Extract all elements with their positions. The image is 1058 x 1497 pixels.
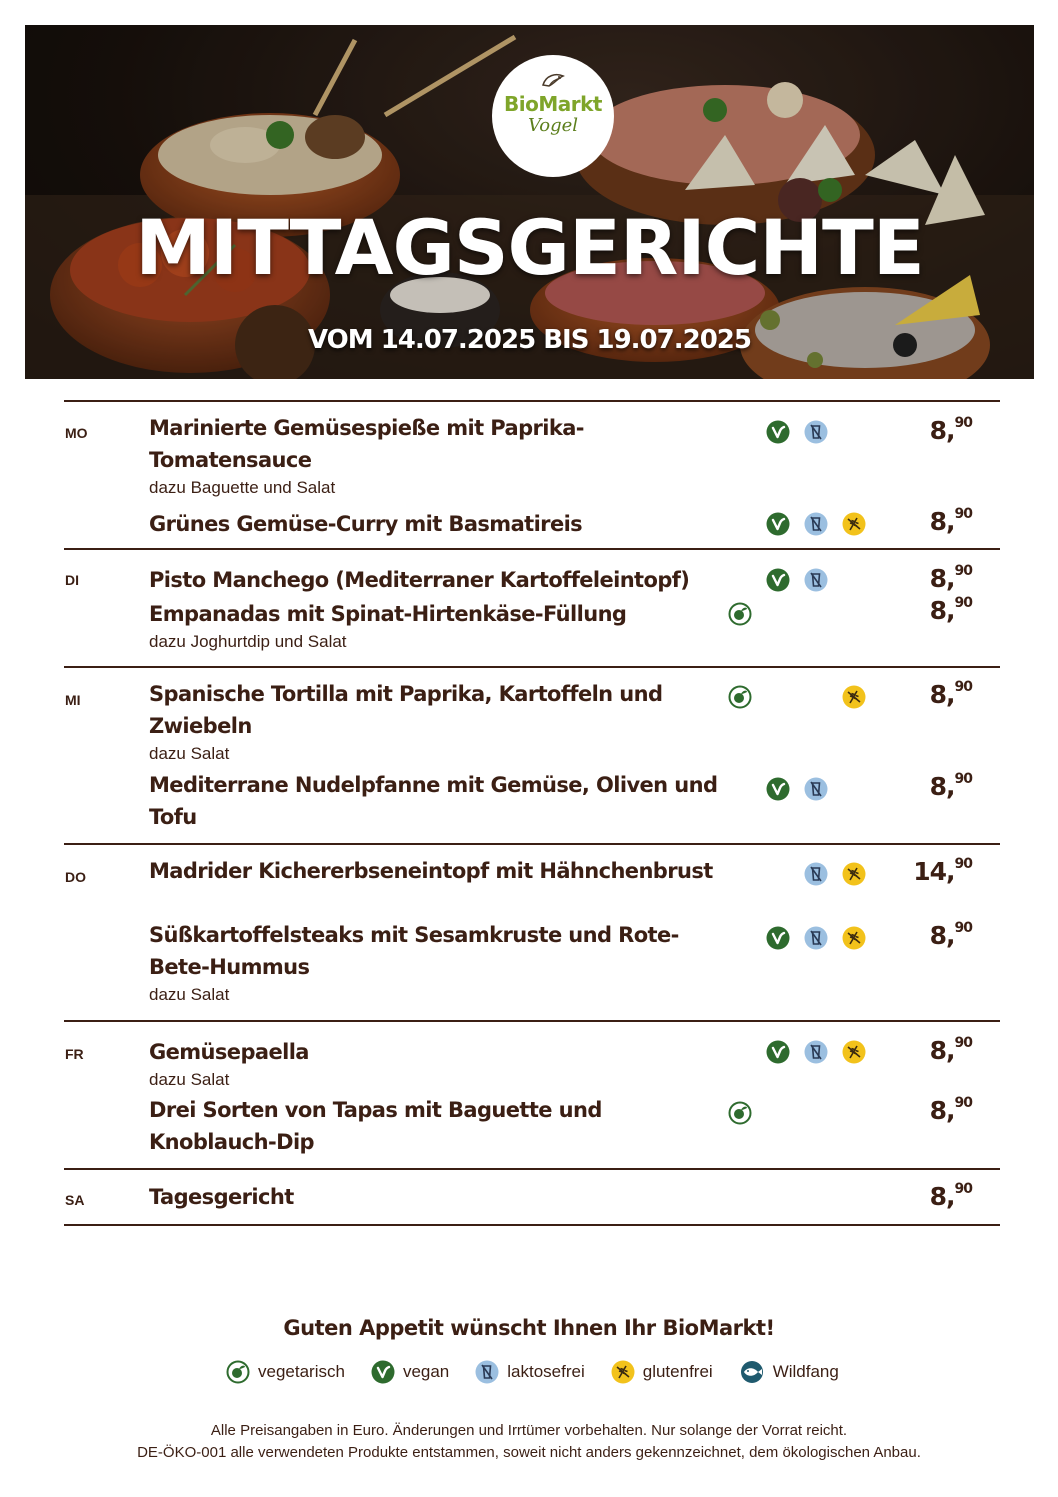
leaf-bird-icon xyxy=(540,71,566,91)
glutenfrei-icon xyxy=(842,512,866,536)
legend-item xyxy=(739,1360,839,1384)
day-row-mo xyxy=(64,400,1000,548)
dish-name: Empanadas mit Spinat-Hirtenkäse-Füllung xyxy=(149,602,627,626)
vegan-icon xyxy=(766,777,790,801)
dish-item xyxy=(64,769,1058,833)
dish-item xyxy=(64,678,1058,766)
dish-item xyxy=(64,1181,1058,1213)
day-row-do xyxy=(64,843,1000,1020)
price: 8,90 xyxy=(929,1094,972,1125)
price: 8,90 xyxy=(929,414,972,445)
laktosefrei-icon xyxy=(804,1040,828,1064)
vegetarisch-icon xyxy=(728,685,752,709)
legend-item xyxy=(475,1360,584,1384)
dish-name: Pisto Manchego (Mediterraner Kartoffeleintopf) xyxy=(149,568,690,592)
legend-label: glutenfrei xyxy=(642,1362,713,1381)
vegan-icon xyxy=(766,512,790,536)
price: 14,90 xyxy=(913,855,972,886)
day-label: MI xyxy=(65,692,81,708)
logo-sub: Vogel xyxy=(527,115,579,136)
legend-item xyxy=(611,1360,713,1384)
price: 8,90 xyxy=(929,1034,972,1065)
day-label: DO xyxy=(65,869,86,885)
wildfang-icon xyxy=(739,1360,769,1384)
vegan-icon xyxy=(766,1040,790,1064)
legend-label: Wildfang xyxy=(772,1362,839,1381)
dish-name: Tagesgericht xyxy=(149,1185,294,1209)
price: 8,90 xyxy=(929,919,972,950)
glutenfrei-icon xyxy=(842,1040,866,1064)
vegetarisch-icon xyxy=(728,602,752,626)
dish-item xyxy=(64,855,1058,887)
dish-name: Grünes Gemüse-Curry mit Basmatireis xyxy=(149,512,583,536)
dish-name: Süßkartoffelsteaks mit Sesamkruste und Rote-Bete-Hummus xyxy=(149,923,679,979)
glutenfrei-icon xyxy=(842,685,866,709)
dish-note: dazu Baguette und Salat xyxy=(149,478,336,497)
laktosefrei-icon xyxy=(804,568,828,592)
laktosefrei-icon xyxy=(804,512,828,536)
day-row-fr xyxy=(64,1020,1000,1168)
dish-note: dazu Salat xyxy=(149,1070,230,1089)
laktosefrei-icon xyxy=(475,1360,503,1384)
biomarkt-logo xyxy=(492,55,614,177)
day-label: FR xyxy=(65,1046,84,1062)
laktosefrei-icon xyxy=(804,926,828,950)
day-label: DI xyxy=(65,572,79,588)
laktosefrei-icon xyxy=(804,420,828,444)
vegetarisch-icon xyxy=(226,1360,254,1384)
dish-name: Mediterrane Nudelpfanne mit Gemüse, Oliven und Tofu xyxy=(149,773,718,829)
day-row-di xyxy=(64,548,1000,666)
logo-brand: BioMarkt xyxy=(504,92,602,116)
price: 8,90 xyxy=(929,770,972,801)
legend-item xyxy=(226,1360,345,1384)
glutenfrei-icon xyxy=(842,862,866,886)
day-row-sa xyxy=(64,1168,1000,1226)
page-title: MITTAGSGERICHTE xyxy=(135,203,924,292)
price: 8,90 xyxy=(929,505,972,536)
legend-label: laktosefrei xyxy=(507,1362,585,1381)
vegan-icon xyxy=(766,926,790,950)
greeting: Guten Appetit wünscht Ihnen Ihr BioMarkt! xyxy=(283,1316,775,1340)
dish-name: Marinierte Gemüsespieße mit Paprika-Tomatensauce xyxy=(149,416,584,472)
day-row-mi xyxy=(64,666,1000,843)
price: 8,90 xyxy=(929,562,972,593)
dish-name: Drei Sorten von Tapas mit Baguette und Knoblauch-Dip xyxy=(149,1098,602,1154)
dish-name: Spanische Tortilla mit Paprika, Kartoffeln und Zwiebeln xyxy=(149,682,663,738)
laktosefrei-icon xyxy=(804,862,828,886)
glutenfrei-icon xyxy=(842,926,866,950)
dish-note: dazu Joghurtdip und Salat xyxy=(149,632,347,651)
dish-item xyxy=(64,564,1058,596)
vegetarisch-icon xyxy=(728,1101,752,1125)
dish-name: Gemüsepaella xyxy=(149,1040,309,1064)
legend-label: vegetarisch xyxy=(258,1362,345,1381)
dish-item xyxy=(64,412,1058,500)
price: 8,90 xyxy=(929,594,972,625)
dish-item xyxy=(64,1036,1058,1092)
date-range: VOM 14.07.2025 BIS 19.07.2025 xyxy=(308,325,751,355)
vegan-icon xyxy=(766,568,790,592)
day-label: MO xyxy=(65,425,88,441)
price: 8,90 xyxy=(929,1180,972,1211)
dish-item xyxy=(64,919,1058,1007)
dish-item xyxy=(64,594,1058,654)
dish-item xyxy=(64,505,1058,540)
laktosefrei-icon xyxy=(804,777,828,801)
glutenfrei-icon xyxy=(611,1360,639,1384)
disclaimer-line-2: DE-ÖKO-001 alle verwendeten Produkte entstammen, soweit nicht anders gekennzeichnet, dem ökologischen Anbau. xyxy=(137,1444,921,1461)
dish-note: dazu Salat xyxy=(149,985,230,1004)
menu-table xyxy=(64,400,1000,1226)
disclaimer-line-1: Alle Preisangaben in Euro. Änderungen und Irrtümer vorbehalten. Nur solange der Vorrat reicht. xyxy=(210,1422,848,1439)
dish-name: Madrider Kichererbseneintopf mit Hähnchenbrust xyxy=(149,859,713,883)
dish-item xyxy=(64,1094,1058,1158)
vegan-icon xyxy=(766,420,790,444)
legend xyxy=(226,1360,865,1384)
vegan-icon xyxy=(371,1360,399,1384)
hero-banner xyxy=(25,25,1034,379)
price: 8,90 xyxy=(929,678,972,709)
dish-note: dazu Salat xyxy=(149,744,230,763)
legend-label: vegan xyxy=(402,1362,450,1381)
day-label: SA xyxy=(65,1192,85,1208)
legend-item xyxy=(371,1360,449,1384)
